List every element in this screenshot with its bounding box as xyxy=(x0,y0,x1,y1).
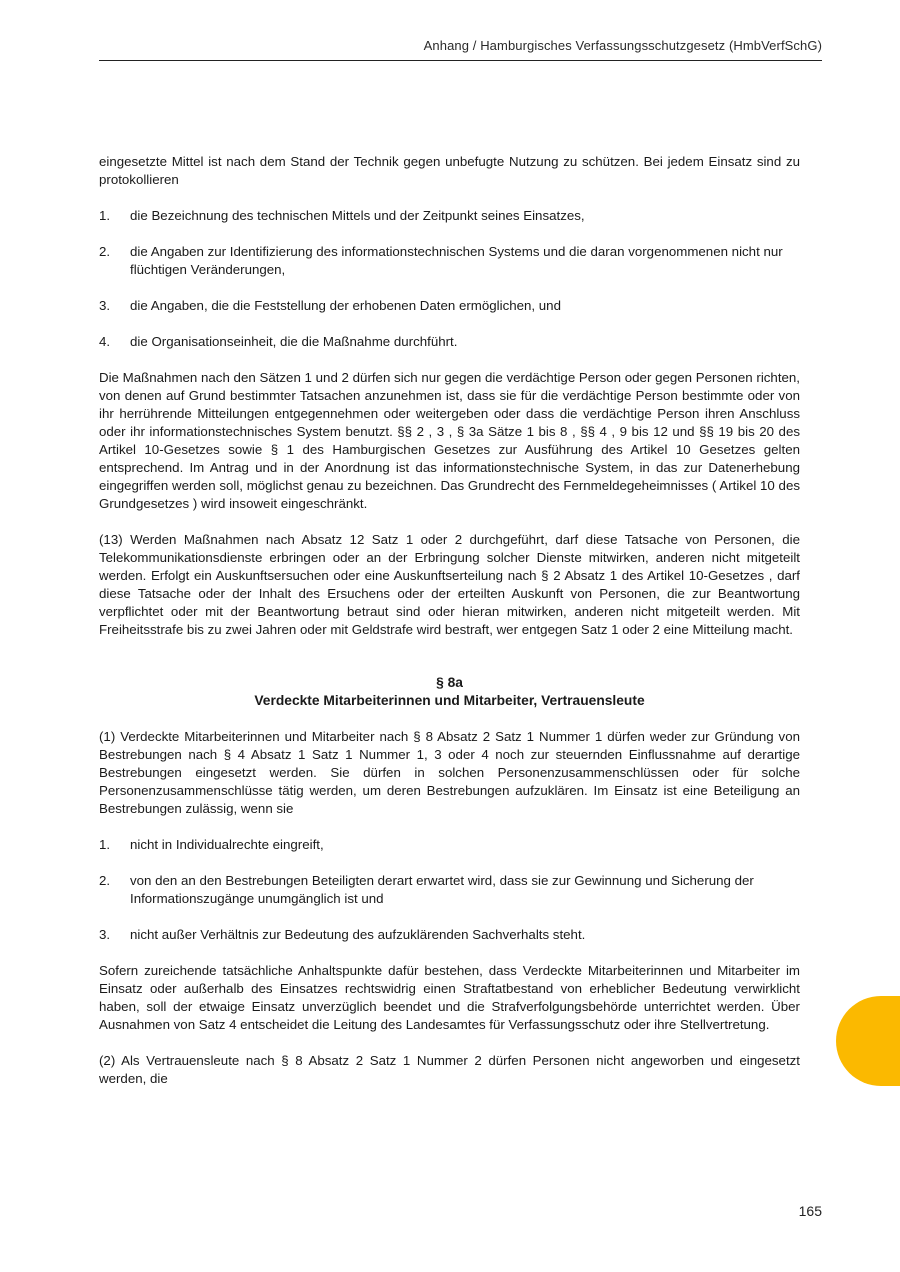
list-item xyxy=(99,297,800,315)
measures-paragraph: Die Maßnahmen nach den Sätzen 1 und 2 dürfen sich nur gegen die verdächtige Person oder gegen Personen richten, von denen auf Grund bestimmter Tatsachen anzunehmen ist, dass sie für die verdächtige Person bestimmte oder von ihr herrührende Mitteilungen entgegennehmen oder weitergeben oder dass die verdächtige Person ihren Anschluss oder ihr informationstechnisches System benutzt. §§ 2 , 3 , § 3a Sätze 1 bis 8 , §§ 4 , 9 bis 12 und §§ 19 bis 20 des Artikel 10-Gesetzes sowie § 1 des Hamburgischen Gesetzes zur Ausführung des Artikel 10 Gesetzes gelten entsprechend. Im Antrag und in der Anordnung ist das informationstechnische System, in das zur Datenerhebung eingegriffen werden soll, möglichst genau zu bezeichnen. Das Grundrecht des Fernmeldegeheimnisses ( Artikel 10 des Grundgesetzes ) wird insoweit eingeschränkt. xyxy=(99,370,800,511)
page-number: 165 xyxy=(798,1203,822,1219)
header-rule xyxy=(99,60,822,61)
list-text: nicht außer Verhältnis zur Bedeutung des aufzuklärenden Sachverhalts steht. xyxy=(130,927,586,942)
section-number: § 8a xyxy=(436,675,463,690)
intro-paragraph: eingesetzte Mittel ist nach dem Stand der Technik gegen unbefugte Nutzung zu schützen. Bei jedem Einsatz sind zu protokollieren xyxy=(99,154,800,187)
list-text: die Organisationseinheit, die die Maßnahme durchführt. xyxy=(130,334,458,349)
list-item xyxy=(99,207,800,225)
list-text: nicht in Individualrechte eingreift, xyxy=(130,837,324,852)
list-text: die Bezeichnung des technischen Mittels und der Zeitpunkt seines Einsatzes, xyxy=(130,208,585,223)
running-header: Anhang / Hamburgisches Verfassungsschutzgesetz (HmbVerfSchG) xyxy=(423,38,822,53)
list-text: von den an den Bestrebungen Beteiligten derart erwartet wird, dass sie zur Gewinnung und Sicherung der Informationszugänge unumgänglich ist und xyxy=(130,873,754,906)
list-number: 2. xyxy=(99,873,111,888)
list-item xyxy=(99,836,800,854)
list-item xyxy=(99,926,800,944)
list-item xyxy=(99,872,800,908)
paragraph-8a-1: (1) Verdeckte Mitarbeiterinnen und Mitarbeiter nach § 8 Absatz 2 Satz 1 Nummer 1 dürfen weder zur Gründung von Bestrebungen nach § 4 Absatz 1 Satz 1 Nummer 1, 3 oder 4 noch zur steuernden Einflussnahme auf derartige Bestrebungen eingesetzt werden. Sie dürfen in solchen Personenzusammenschlüssen oder für solche Personenzusammenschlüsse tätig werden, um deren Bestrebungen aufzuklären. Im Einsatz ist eine Beteiligung an Bestrebungen zulässig, wenn sie xyxy=(99,729,800,816)
list-number: 3. xyxy=(99,927,111,942)
chapter-tab-marker xyxy=(836,996,900,1086)
list-item xyxy=(99,243,800,279)
section-title: Verdeckte Mitarbeiterinnen und Mitarbeiter, Vertrauensleute xyxy=(254,693,645,708)
list-number: 4. xyxy=(99,334,111,349)
list-text: die Angaben zur Identifizierung des informationstechnischen Systems und die daran vorgenommenen nicht nur flüchtigen Veränderungen, xyxy=(130,244,783,277)
page-content xyxy=(99,153,800,1088)
list-text: die Angaben, die die Feststellung der erhobenen Daten ermöglichen, und xyxy=(130,298,561,313)
paragraph-8a-2: (2) Als Vertrauensleute nach § 8 Absatz 2 Satz 1 Nummer 2 dürfen Personen nicht angeworben und eingesetzt werden, die xyxy=(99,1053,800,1086)
sofern-paragraph: Sofern zureichende tatsächliche Anhaltspunkte dafür bestehen, dass Verdeckte Mitarbeiterinnen und Mitarbeiter im Einsatz oder außerhalb des Einsatzes rechtswidrig einen Straftatbestand von erheblicher Bedeutung verwirklicht haben, soll der etwaige Einsatz unverzüglich beendet und die Strafverfolgungsbehörde unterrichtet werden. Über Ausnahmen von Satz 4 entscheidet die Leitung des Landesamtes für Verfassungsschutz oder ihre Stellvertretung. xyxy=(99,963,800,1032)
list-number: 1. xyxy=(99,837,111,852)
list-number: 3. xyxy=(99,298,111,313)
list-number: 2. xyxy=(99,244,111,259)
list-item xyxy=(99,333,800,351)
paragraph-13: (13) Werden Maßnahmen nach Absatz 12 Satz 1 oder 2 durchgeführt, darf diese Tatsache von Personen, die Telekommunikationsdienste erbringen oder an der Erbringung solcher Dienste mitwirken, anderen nicht mitgeteilt werden. Erfolgt ein Auskunftsersuchen oder eine Auskunftserteilung nach § 2 Absatz 1 des Artikel 10-Gesetzes , darf diese Tatsache oder der Inhalt des Ersuchens oder der erteilten Auskunft von Personen, die zur Beantwortung verpflichtet oder mit der Beantwortung betraut sind oder hieran mitwirken, anderen nicht mitgeteilt werden. Mit Freiheitsstrafe bis zu zwei Jahren oder mit Geldstrafe wird bestraft, wer entgegen Satz 1 oder 2 eine Mitteilung macht. xyxy=(99,532,800,637)
list-number: 1. xyxy=(99,208,111,223)
